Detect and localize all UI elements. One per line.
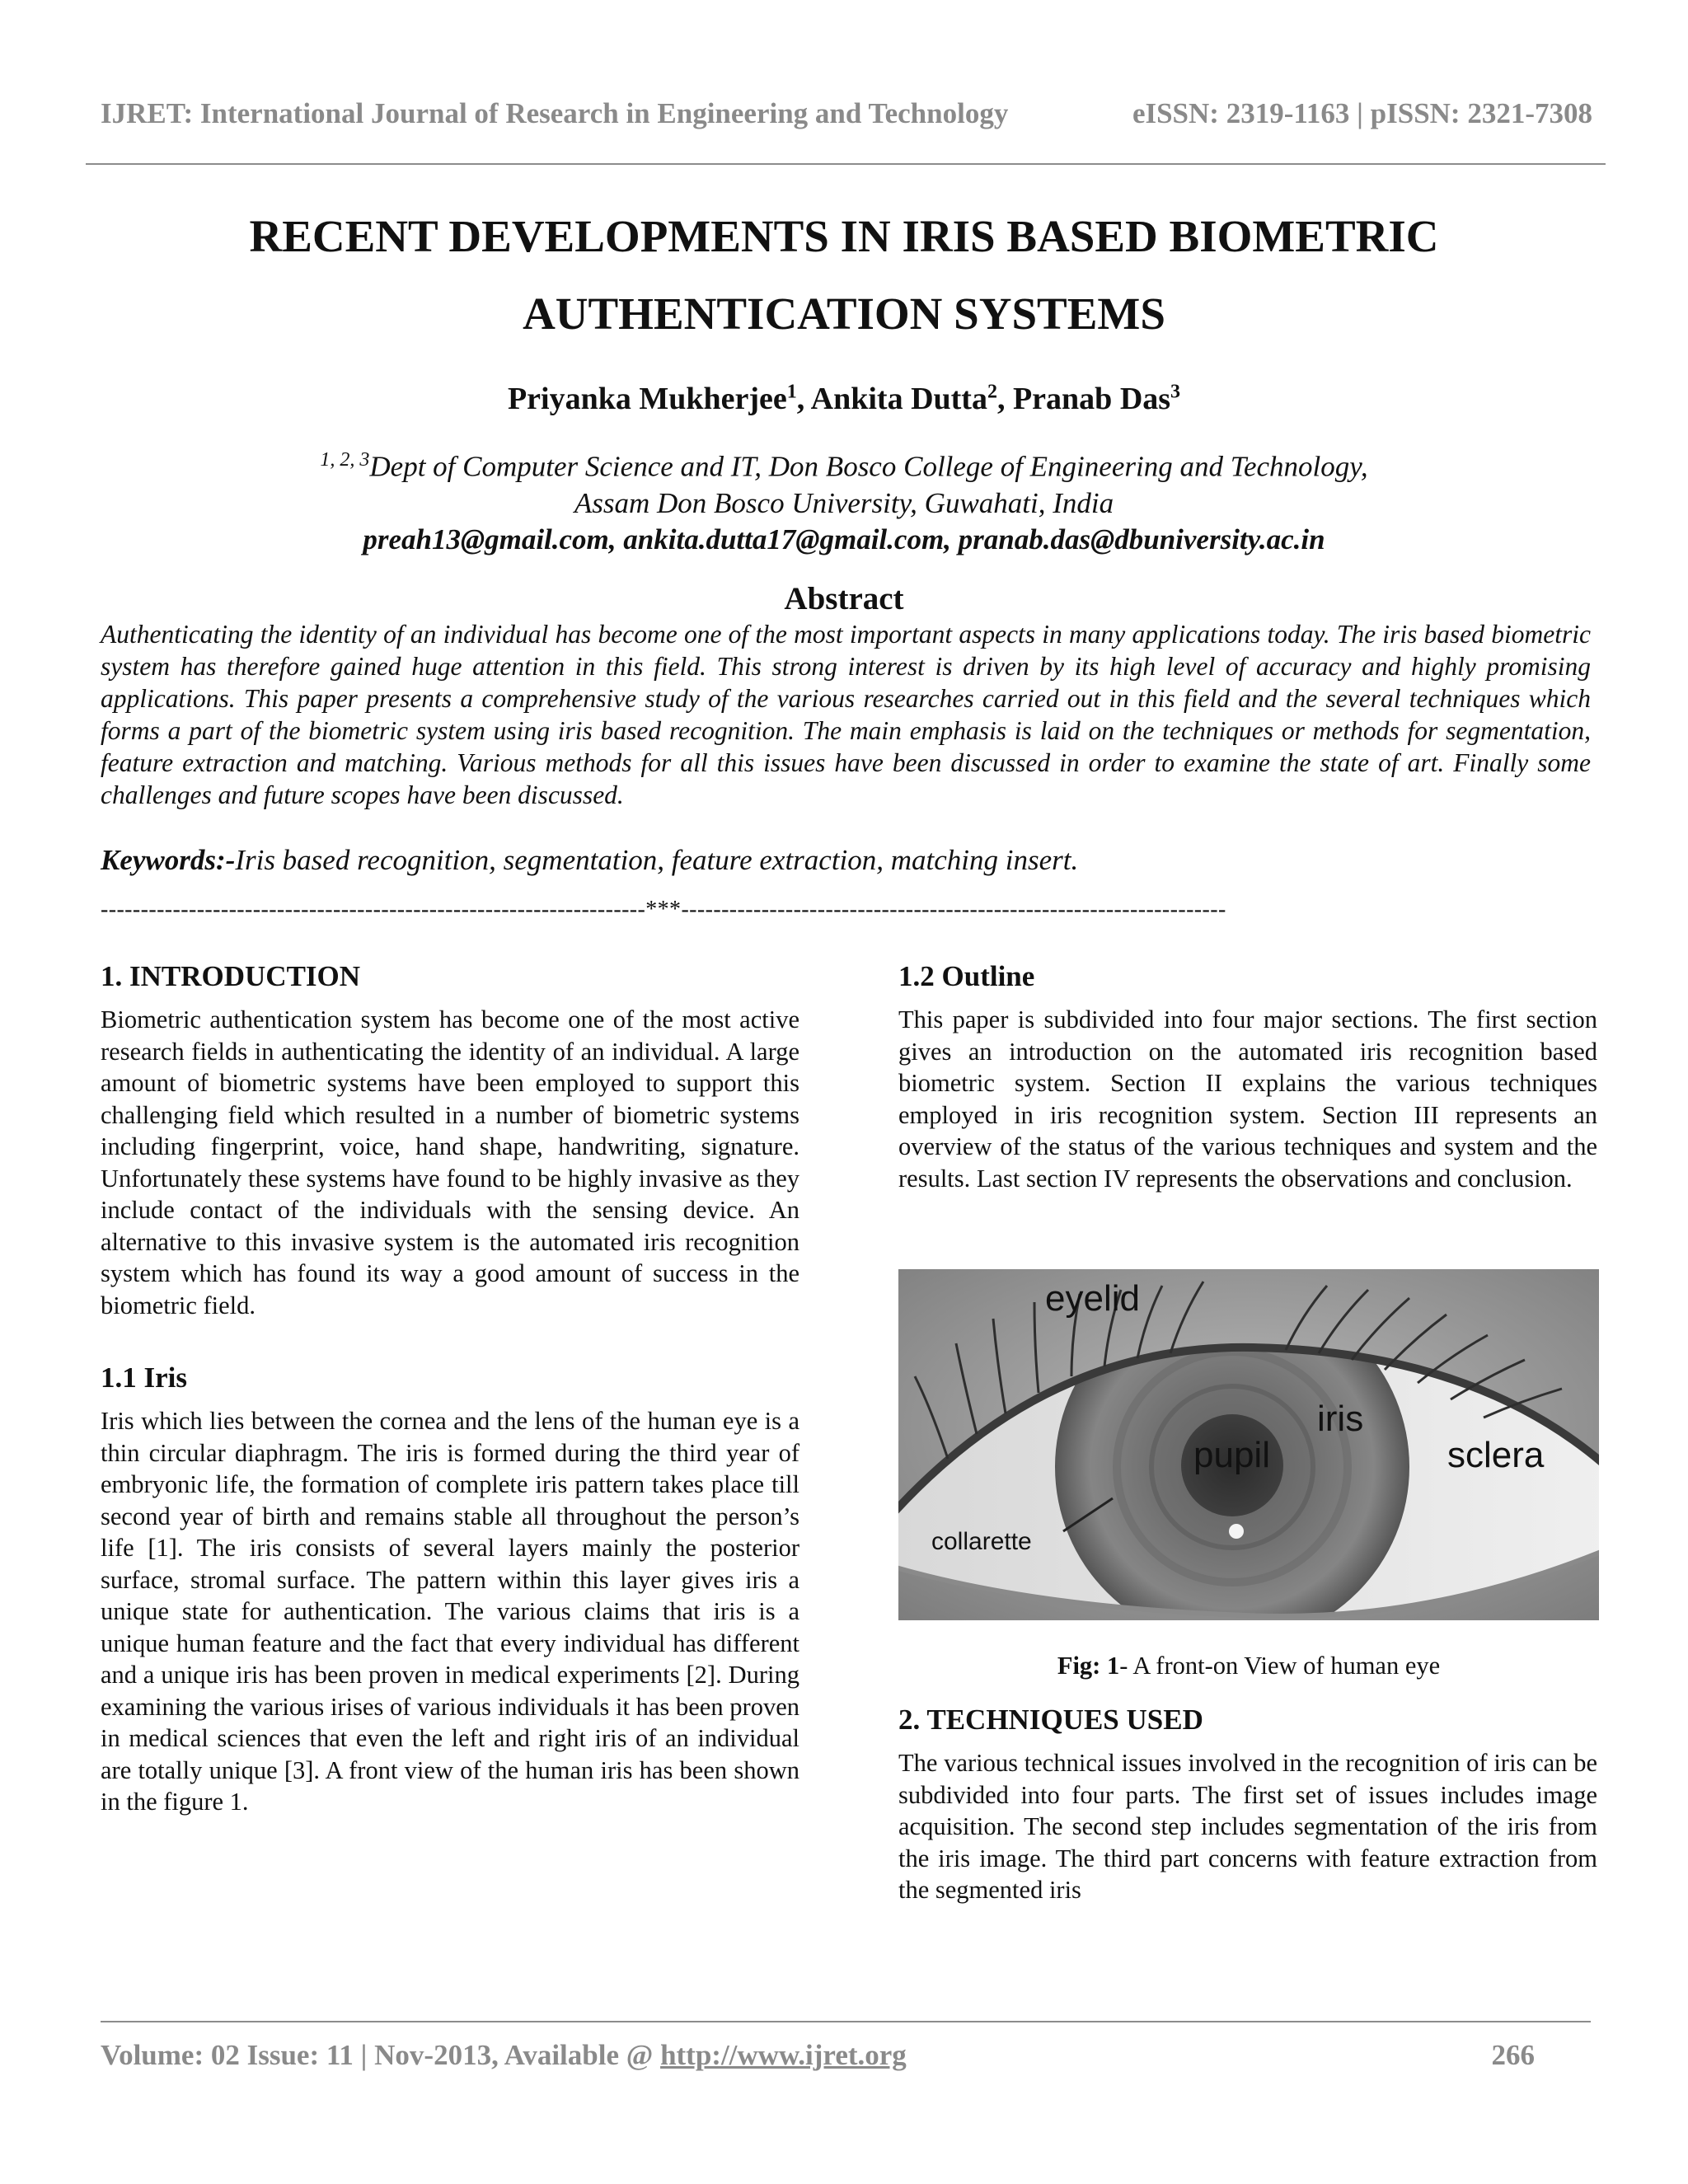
affiliation (132, 442, 1556, 558)
title-line-1: RECENT DEVELOPMENTS IN IRIS BASED BIOMETRIC (249, 211, 1439, 261)
right-column-top (898, 958, 1597, 1194)
iris-text: Iris which lies between the cornea and the lens of the human eye is a thin circular diaphragm. The iris is formed during the third year of embryonic life, the formation of complete iris pattern takes place till second year of birth and remains stable all throughout the person’s life [1]. The iris consists of several layers mainly the posterior surface, stromal surface. The pattern within this layer gives iris a unique state for authentication. The various claims that iris is a unique human feature and the fact that every individual has different and a unique iris has been proven in medical experiments [2]. During examining the various irises of various individuals it has been proven in medical sciences that even the left and right iris of an individual are totally unique [3]. A front view of the human iris has been shown in the figure 1. (101, 1407, 799, 1816)
right-column-bottom (898, 1701, 1597, 1906)
iris-heading: 1.1 Iris (101, 1361, 187, 1394)
section-separator: --------------------------------------------------------------------***-------------------------------------------------------------------- (101, 897, 1226, 922)
author-3-name: Pranab Das (1012, 382, 1171, 416)
author-2-sup: 2 (987, 381, 997, 403)
intro-text: Biometric authentication system has become one of the most active research fields in authenticating the identity of an individual. A large amount of biometric systems have been employed to support this challenging field which resulted in a number of biometric systems including fingerprint, voice, hand shape, handwriting, signature. Unfortunately these systems have found to be highly invasive as they include contact of the individuals with the sensing device. An alternative to this invasive system is the automated iris recognition system which has found its way a good amount of success in the biometric field. (101, 1005, 799, 1319)
footer-volume: Volume: 02 Issue: 11 | Nov-2013, Available @ (101, 2039, 661, 2071)
label-sclera: sclera (1447, 1435, 1545, 1475)
author-2 (811, 382, 1013, 416)
author-3 (1013, 382, 1180, 416)
running-header (101, 97, 1592, 130)
footer-rule (101, 2021, 1591, 2022)
light-reflection (1229, 1524, 1244, 1539)
keywords-label: Keywords:- (101, 844, 236, 876)
techniques-heading: 2. TECHNIQUES USED (898, 1704, 1203, 1736)
eye-illustration (898, 1269, 1599, 1620)
figure-caption (898, 1652, 1599, 1680)
keywords (101, 844, 1591, 877)
author-2-name: Ankita Dutta (810, 382, 987, 416)
author-list (132, 381, 1556, 417)
label-pupil: pupil (1193, 1435, 1270, 1475)
issn-numbers: eISSN: 2319-1163 | pISSN: 2321-7308 (1132, 97, 1592, 129)
header-rule (86, 163, 1606, 165)
affiliation-line-2: Assam Don Bosco University, Guwahati, India (574, 486, 1114, 519)
title-line-2: AUTHENTICATION SYSTEMS (523, 288, 1165, 339)
figure-caption-label: Fig: 1 (1057, 1652, 1120, 1680)
affiliation-dept: Dept of Computer Science and IT, Don Bosco College of Engineering and Technology, (369, 450, 1368, 483)
keywords-text: Iris based recognition, segmentation, feature extraction, matching insert. (235, 844, 1079, 876)
techniques-text: The various technical issues involved in the recognition of iris can be subdivided into four parts. The first set of issues includes image acquisition. The second step includes segmentation of the iris from the iris image. The third part concerns with feature extraction from the segmented iris (898, 1749, 1597, 1904)
journal-link[interactable]: http://www.ijret.org (660, 2039, 907, 2071)
label-collarette: collarette (931, 1528, 1032, 1555)
page-number: 266 (1491, 2039, 1535, 2071)
author-1-sup: 1 (786, 381, 797, 403)
intro-heading: 1. INTRODUCTION (101, 960, 361, 992)
author-sep: , (796, 382, 811, 416)
label-iris: iris (1317, 1399, 1364, 1439)
abstract-text: Authenticating the identity of an individual has become one of the most important aspects in many applications today. The iris based biometric system has therefore gained huge attention in this field. This strong interest is driven by its high level of accuracy and highly promising applications. This paper presents a comprehensive study of the various researches carried out in this field and the several techniques which forms a part of the biometric system using iris based recognition. The main emphasis is laid on the techniques or methods for segmentation, feature extraction and matching. Various methods for all this issues have been discussed in order to examine the state of art. Finally some challenges and future scopes have been discussed. (101, 620, 1591, 809)
paper-title (132, 198, 1556, 353)
author-1-name: Priyanka Mukherjee (507, 382, 787, 416)
eye-figure (898, 1269, 1599, 1620)
label-eyelid: eyelid (1045, 1278, 1140, 1319)
affiliation-sup: 1, 2, 3 (320, 449, 370, 471)
outline-heading: 1.2 Outline (898, 960, 1035, 992)
abstract-heading: Abstract (784, 581, 904, 616)
author-sep: , (996, 382, 1013, 416)
author-emails: preah13@gmail.com, ankita.dutta17@gmail.com, pranab.das@dbuniversity.ac.in (363, 523, 1325, 555)
outline-text: This paper is subdivided into four major sections. The first section gives an introduction on the automated iris recognition based biometric system. Section II explains the various techniques employed in iris recognition system. Section III represents an overview of the status of the various techniques and system and the results. Last section IV represents the observations and conclusion. (898, 1005, 1597, 1193)
author-3-sup: 3 (1170, 381, 1181, 403)
journal-name: IJRET: International Journal of Research in Engineering and Technology (101, 97, 1009, 129)
figure-caption-text: - A front-on View of human eye (1119, 1652, 1441, 1680)
running-footer (101, 2039, 1591, 2072)
affiliation-line-1 (132, 442, 1556, 485)
author-1 (508, 382, 811, 416)
left-column (101, 958, 799, 1818)
